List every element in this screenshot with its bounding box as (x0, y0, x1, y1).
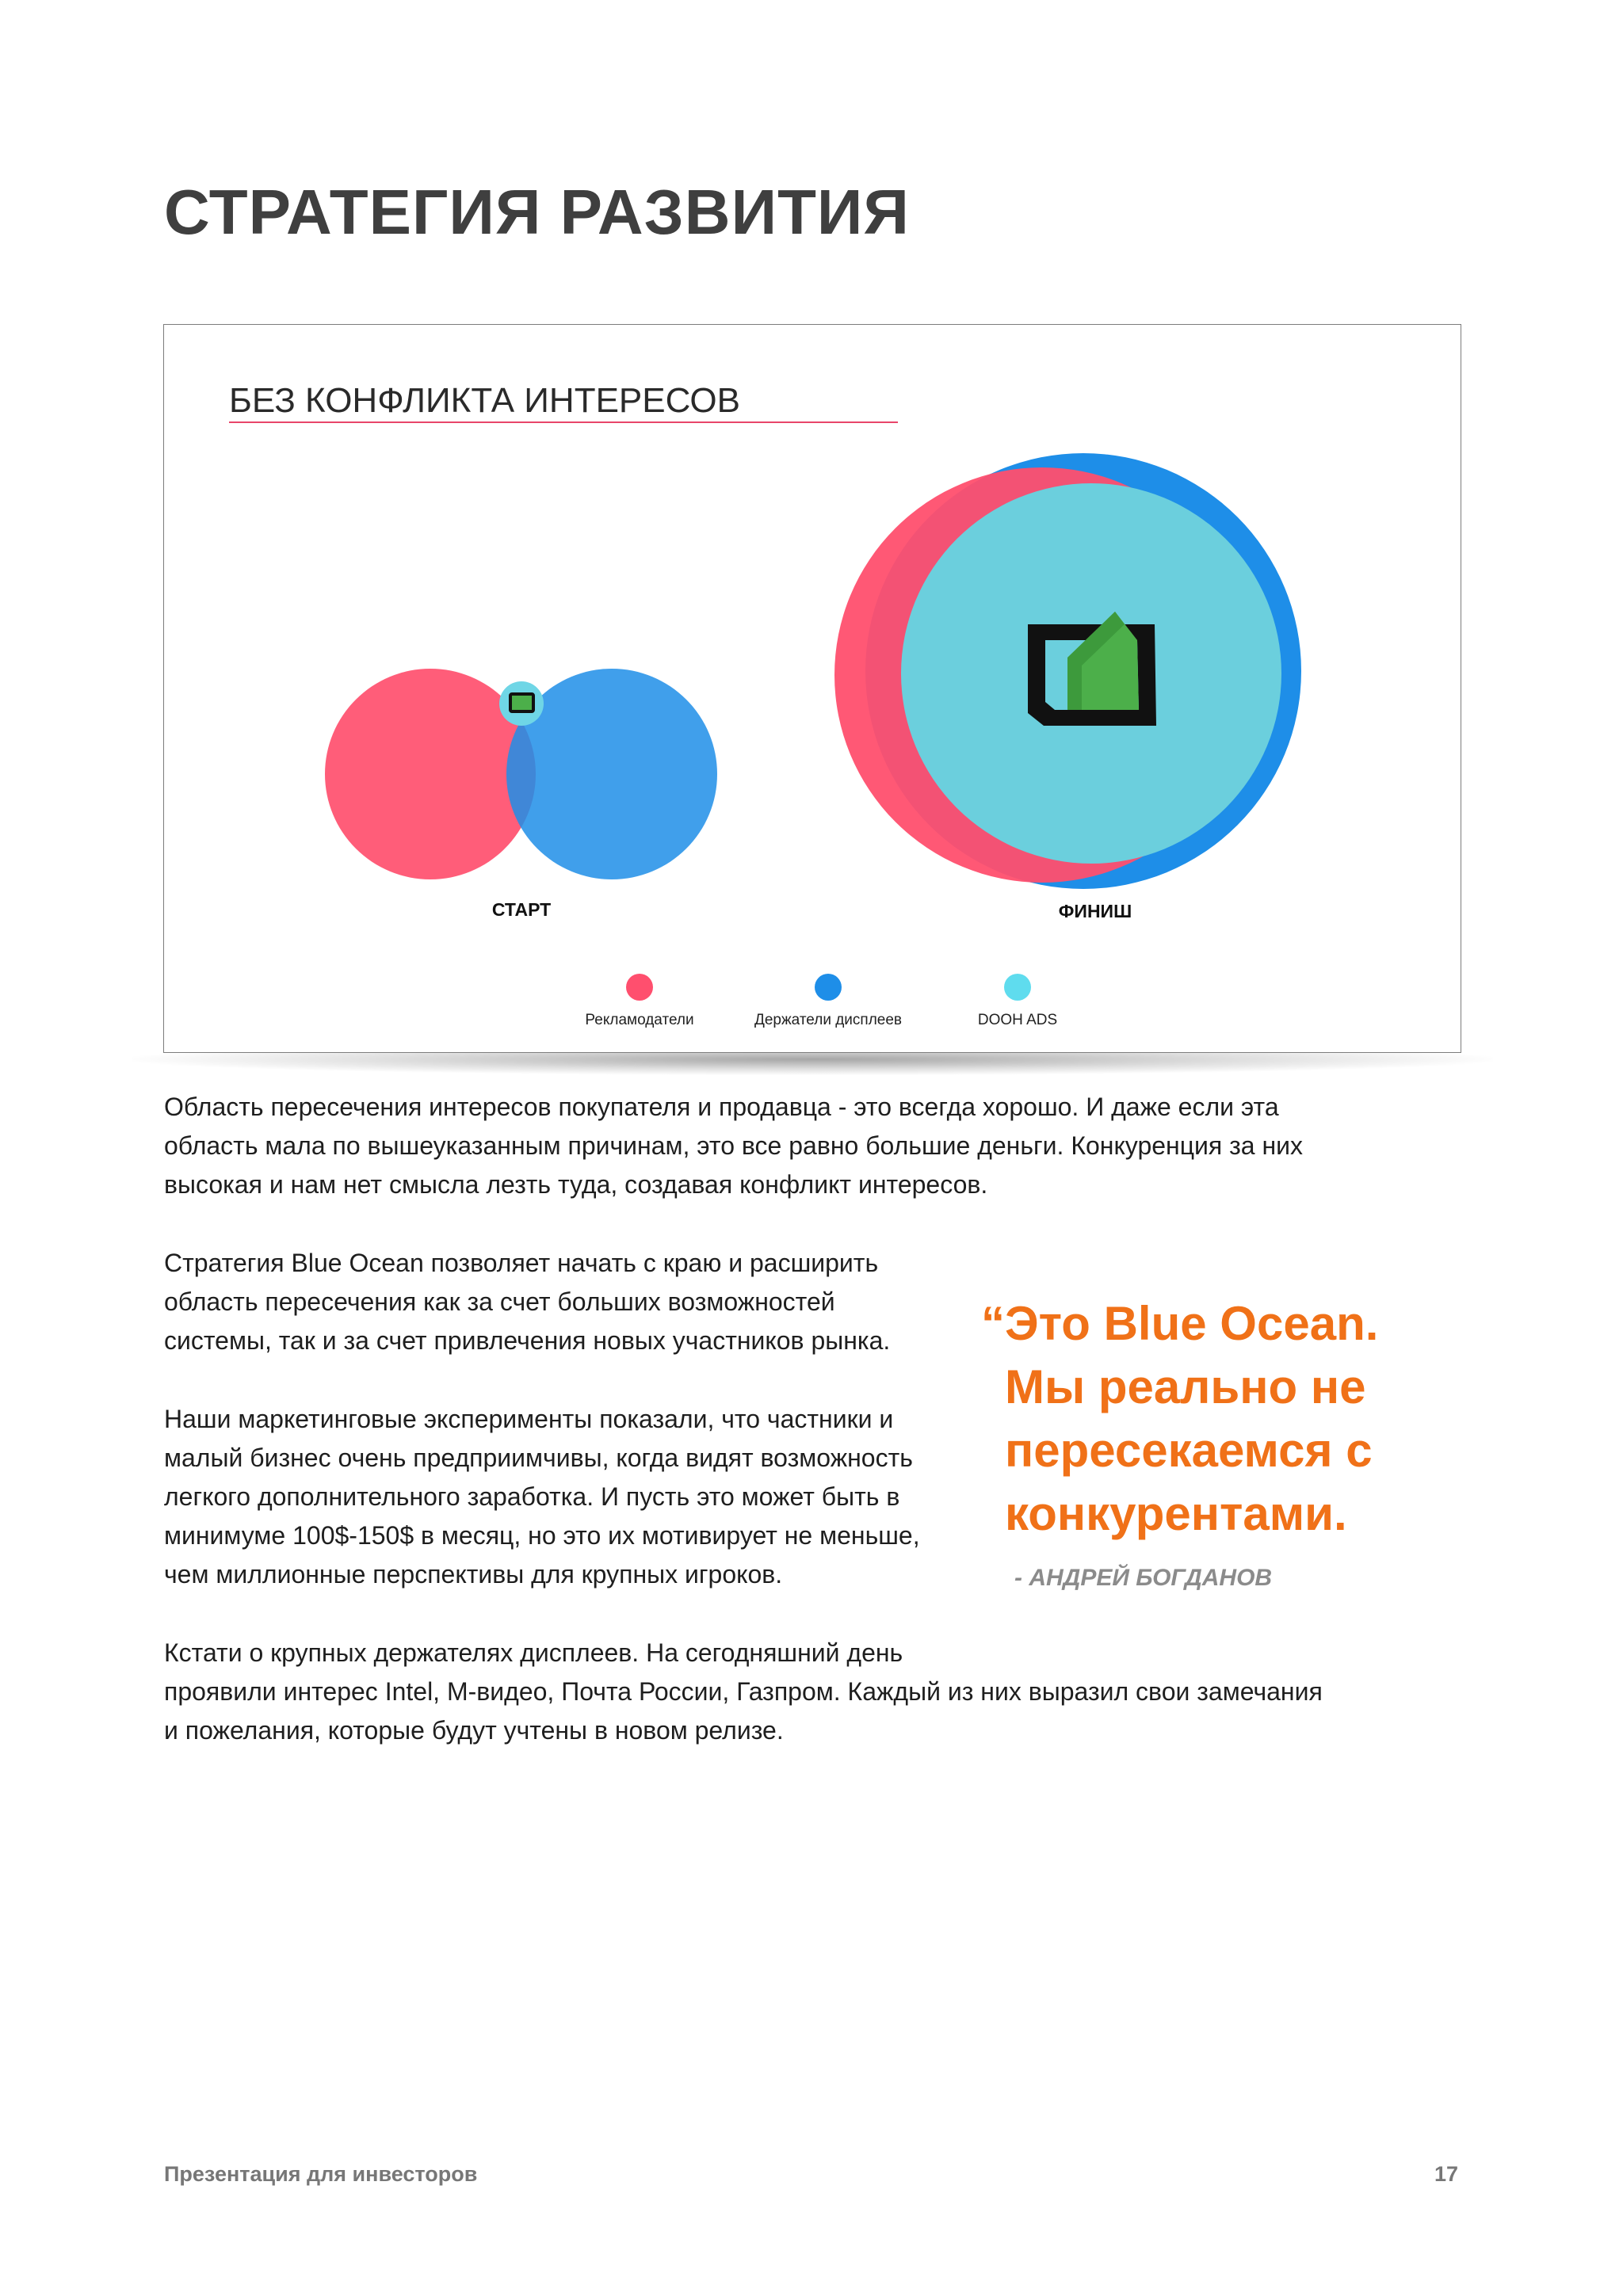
legend-dot-display-owners (815, 974, 842, 1001)
start-logo-icon (510, 694, 533, 711)
footer-title: Презентация для инвесторов (164, 2162, 478, 2186)
paragraph-display-owners (164, 1634, 1323, 1750)
text-line: проявили интерес Intel, М-видео, Почта России, Газпром. Каждый из них выразил свои замечания (164, 1677, 1323, 1706)
text-line: Область пересечения интересов покупателя и продавца - это всегда хорошо. И даже если эта (164, 1093, 1279, 1121)
legend-label-display-owners: Держатели дисплеев (754, 1012, 903, 1028)
text-line: чем миллионные перспективы для крупных игроков. (164, 1560, 783, 1589)
legend-dot-dooh (1004, 974, 1031, 1001)
paragraph-experiments (164, 1400, 920, 1594)
legend-dot-advertisers (626, 974, 653, 1001)
text-line: высокая и нам нет смысла лезть туда, создавая конфликт интересов. (164, 1170, 988, 1199)
quote-line: Мы реально не (1005, 1360, 1366, 1413)
text-line: область пересечения как за счет больших возможностей (164, 1287, 835, 1316)
finish-label: ФИНИШ (1058, 901, 1132, 921)
text-line: минимуме 100$-150$ в месяц, но это их мотивирует не меньше, (164, 1521, 920, 1550)
quote-mark: “ (981, 1297, 1005, 1350)
quote-line: Это Blue Ocean. (1005, 1297, 1379, 1350)
slide-heading: БЕЗ КОНФЛИКТА ИНТЕРЕСОВ (229, 381, 741, 420)
legend-label-dooh: DOOH ADS (977, 1012, 1058, 1028)
text-line: системы, так и за счет привлечения новых участников рынка. (164, 1326, 891, 1355)
legend-label-advertisers: Рекламодатели (585, 1012, 694, 1028)
pull-quote (981, 1292, 1496, 1546)
text-line: область мала по вышеуказанным причинам, это все равно большие деньги. Конкуренция за них (164, 1131, 1304, 1160)
quote-line: конкурентами. (1005, 1487, 1347, 1540)
paragraph-blue-ocean (164, 1244, 890, 1360)
finish-logo-icon (1028, 612, 1156, 726)
page-number: 17 (1434, 2162, 1458, 2186)
text-line: и пожелания, которые будут учтены в новом релизе. (164, 1716, 784, 1745)
page-title: СТРАТЕГИЯ РАЗВИТИЯ (164, 177, 910, 247)
start-label: СТАРТ (491, 899, 552, 920)
venn-diagram (164, 325, 1461, 1052)
text-line: легкого дополнительного заработка. И пусть это может быть в (164, 1482, 900, 1511)
paragraph-intersection (164, 1088, 1303, 1204)
slide-image (163, 324, 1461, 1053)
text-line: малый бизнес очень предприимчивы, когда видят возможность (164, 1444, 913, 1472)
text-line: Стратегия Blue Ocean позволяет начать с краю и расширить (164, 1249, 879, 1277)
text-line: Кстати о крупных держателях дисплеев. На сегодняшний день (164, 1638, 903, 1667)
slide-figure (163, 324, 1461, 1053)
quote-author: - АНДРЕЙ БОГДАНОВ (1014, 1565, 1273, 1591)
text-line: Наши маркетинговые эксперименты показали, что частники и (164, 1405, 894, 1433)
quote-line: пересекаемся с (1005, 1424, 1373, 1477)
